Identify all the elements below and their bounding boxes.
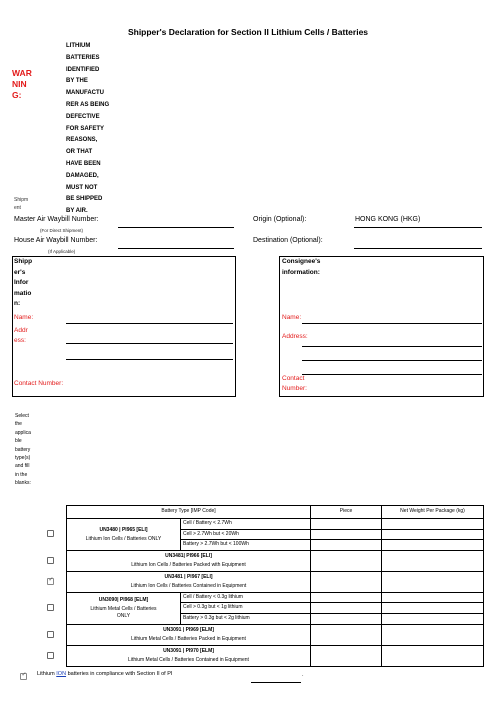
piece-cell[interactable] [311, 624, 382, 645]
battery-range-cell: Battery > 0.3g but < 2g lithium [181, 613, 311, 624]
select-instructions-line: Select [15, 413, 29, 419]
house-waybill-note: (If Applicable) [48, 249, 76, 254]
select-instructions-line: battery [15, 446, 31, 453]
warning-text-line: REASONS, [66, 137, 98, 144]
battery-description: Lithium Metal Cells / Batteries Contained in Equipment [128, 656, 249, 663]
consignee-address-label: Address: [282, 333, 308, 340]
battery-type-checkbox[interactable] [47, 557, 54, 564]
piece-cell[interactable] [311, 613, 382, 624]
warning-text-line: HAVE BEEN [66, 160, 101, 167]
warning-text [66, 41, 146, 218]
consignee-name-label: Name: [282, 314, 302, 321]
net-weight-cell[interactable] [382, 592, 484, 603]
header-piece: Piece [311, 506, 382, 519]
table-row [67, 645, 484, 666]
battery-range-cell: Cell / Battery < 2.7Wh [181, 519, 311, 530]
footer-pi-field[interactable] [251, 682, 301, 683]
net-weight-cell[interactable] [382, 624, 484, 645]
net-weight-cell[interactable] [382, 529, 484, 540]
shipper-name-label: Name: [14, 314, 34, 321]
shipment-fragment: Shipm ent [14, 197, 29, 211]
footer-checkbox[interactable] [20, 673, 27, 680]
consignee-name-field[interactable] [302, 323, 482, 324]
warning-text-line: MUST NOT [66, 184, 98, 191]
warning-text-line: IDENTIFIED [66, 66, 100, 73]
battery-description: ONLY [116, 612, 131, 619]
destination-field[interactable] [354, 248, 482, 249]
origin-label: Origin (Optional): [253, 216, 307, 223]
warning-text-line: LITHIUM [66, 43, 91, 49]
origin-value[interactable]: HONG KONG (HKG) [355, 216, 421, 223]
warning-text-line: BY AIR. [66, 208, 88, 215]
battery-code: UN3481 | PI967 [ELI] [164, 573, 213, 580]
shipper-name-field[interactable] [66, 323, 233, 324]
consignee-address-field-2[interactable] [302, 360, 482, 361]
battery-range-cell: Cell > 0.3g but < 1g lithium [181, 603, 311, 614]
battery-type-cell [67, 624, 311, 645]
battery-type-cell [67, 592, 181, 624]
battery-type-checkbox[interactable] [47, 530, 54, 537]
battery-type-checkbox[interactable] [47, 604, 54, 611]
warning-text-line: FOR SAFETY [66, 125, 105, 132]
house-waybill-label: House Air Waybill Number: [14, 237, 98, 244]
warning-text-line: BATTERIES [66, 54, 100, 61]
consignee-contact-label: Contact Number: [282, 375, 307, 392]
shipper-address-field-1[interactable] [66, 343, 233, 344]
origin-field-line [354, 227, 482, 228]
piece-cell[interactable] [311, 519, 382, 530]
battery-code: UN3090| PI968 [ELM] [98, 597, 149, 604]
warning-text-line: DEFECTIVE [66, 113, 100, 120]
consignee-address-field-3[interactable] [302, 374, 482, 375]
shipper-address-field-2[interactable] [66, 359, 233, 360]
consignee-address-field-1[interactable] [302, 346, 482, 347]
net-weight-cell[interactable] [382, 603, 484, 614]
piece-cell[interactable] [311, 571, 382, 592]
battery-code: UN3091 | PI970 [ELM] [163, 647, 214, 654]
battery-description: Lithium Ion Cells / Batteries ONLY [85, 535, 162, 542]
battery-range-cell: Battery > 2.7Wh but < 100Wh [181, 540, 311, 551]
battery-range-cell: Cell > 2.7Wh but < 20Wh [181, 529, 311, 540]
battery-type-cell [67, 550, 311, 571]
piece-cell[interactable] [311, 540, 382, 551]
battery-code: UN3481| PI966 [ELI] [165, 552, 212, 559]
battery-type-cell [67, 519, 181, 551]
net-weight-cell[interactable] [382, 645, 484, 666]
footer-statement: Lithium ION batteries in compliance with Section II of PI [37, 671, 173, 677]
select-instructions-line: and fill [15, 463, 30, 470]
warning-text-line: BE SHIPPED [66, 196, 103, 203]
master-waybill-field[interactable] [118, 227, 234, 228]
warning-text-line: MANUFACTU [66, 90, 104, 97]
net-weight-cell[interactable] [382, 571, 484, 592]
header-battery-type: Battery Type [IMP Code] [67, 506, 311, 519]
shipper-contact-label: Contact Number: [14, 380, 64, 387]
select-instructions-line: blanks: [15, 480, 31, 487]
shipper-info-heading: Shipp er's Infor matio n: [14, 258, 33, 307]
shipper-info-box [12, 256, 236, 397]
piece-cell[interactable] [311, 529, 382, 540]
warning-text-line: DAMAGED, [66, 172, 99, 179]
warning-text-line: OR THAT [66, 149, 93, 156]
select-instructions-line: ble [15, 438, 22, 445]
battery-code: UN3480 | PI965 [ELI] [99, 527, 148, 534]
select-instructions [15, 412, 37, 488]
battery-type-checkbox[interactable] [47, 652, 54, 659]
table-row [67, 624, 484, 645]
table-header-row [67, 506, 484, 519]
table-row [67, 592, 484, 603]
table-row [67, 550, 484, 571]
consignee-info-heading: Consignee's information: [282, 258, 321, 276]
shipper-address-label: Addr ess: [14, 327, 28, 344]
master-waybill-note: (For Direct Shipment) [40, 228, 84, 233]
battery-description: Lithium Ion Cells / Batteries Packed with Equipment [131, 561, 246, 568]
warning-text-line: BY THE [66, 78, 88, 85]
net-weight-cell[interactable] [382, 540, 484, 551]
select-instructions-line: type(s) [15, 455, 31, 462]
select-instructions-line: the [15, 421, 22, 428]
footer-period: . [302, 672, 304, 678]
battery-range-cell: Cell / Battery < 0.3g lithium [181, 592, 311, 603]
battery-type-checkbox[interactable] [47, 631, 54, 638]
net-weight-cell[interactable] [382, 613, 484, 624]
battery-description: Lithium Metal Cells / Batteries [90, 605, 157, 612]
ion-link[interactable]: ION [56, 671, 67, 677]
table-row [67, 519, 484, 530]
piece-cell[interactable] [311, 645, 382, 666]
page-title: Shipper's Declaration for Section II Lithium Cells / Batteries [127, 27, 369, 37]
select-instructions-line: in the [15, 471, 28, 478]
master-waybill-label: Master Air Waybill Number: [14, 216, 99, 223]
battery-type-cell [67, 645, 311, 666]
select-instructions-line: applica [15, 429, 31, 436]
net-weight-cell[interactable] [382, 519, 484, 530]
warning-label: WAR NIN G: [12, 68, 32, 100]
destination-label: Destination (Optional): [253, 237, 323, 244]
piece-cell[interactable] [311, 603, 382, 614]
battery-code: UN3091 | PI969 [ELM] [163, 626, 214, 633]
piece-cell[interactable] [311, 592, 382, 603]
house-waybill-field[interactable] [118, 248, 234, 249]
warning-text-line: RER AS BEING [66, 101, 110, 108]
battery-type-cell [67, 571, 311, 592]
battery-type-table [66, 505, 484, 667]
net-weight-cell[interactable] [382, 550, 484, 571]
battery-type-checkbox[interactable] [47, 578, 54, 585]
piece-cell[interactable] [311, 550, 382, 571]
table-row [67, 571, 484, 592]
battery-description: Lithium Ion Cells / Batteries Contained in Equipment [130, 582, 247, 589]
battery-description: Lithium Metal Cells / Batteries Packed in Equipment [131, 635, 246, 642]
header-net-weight: Net Weight Per Package (kg) [382, 506, 484, 519]
